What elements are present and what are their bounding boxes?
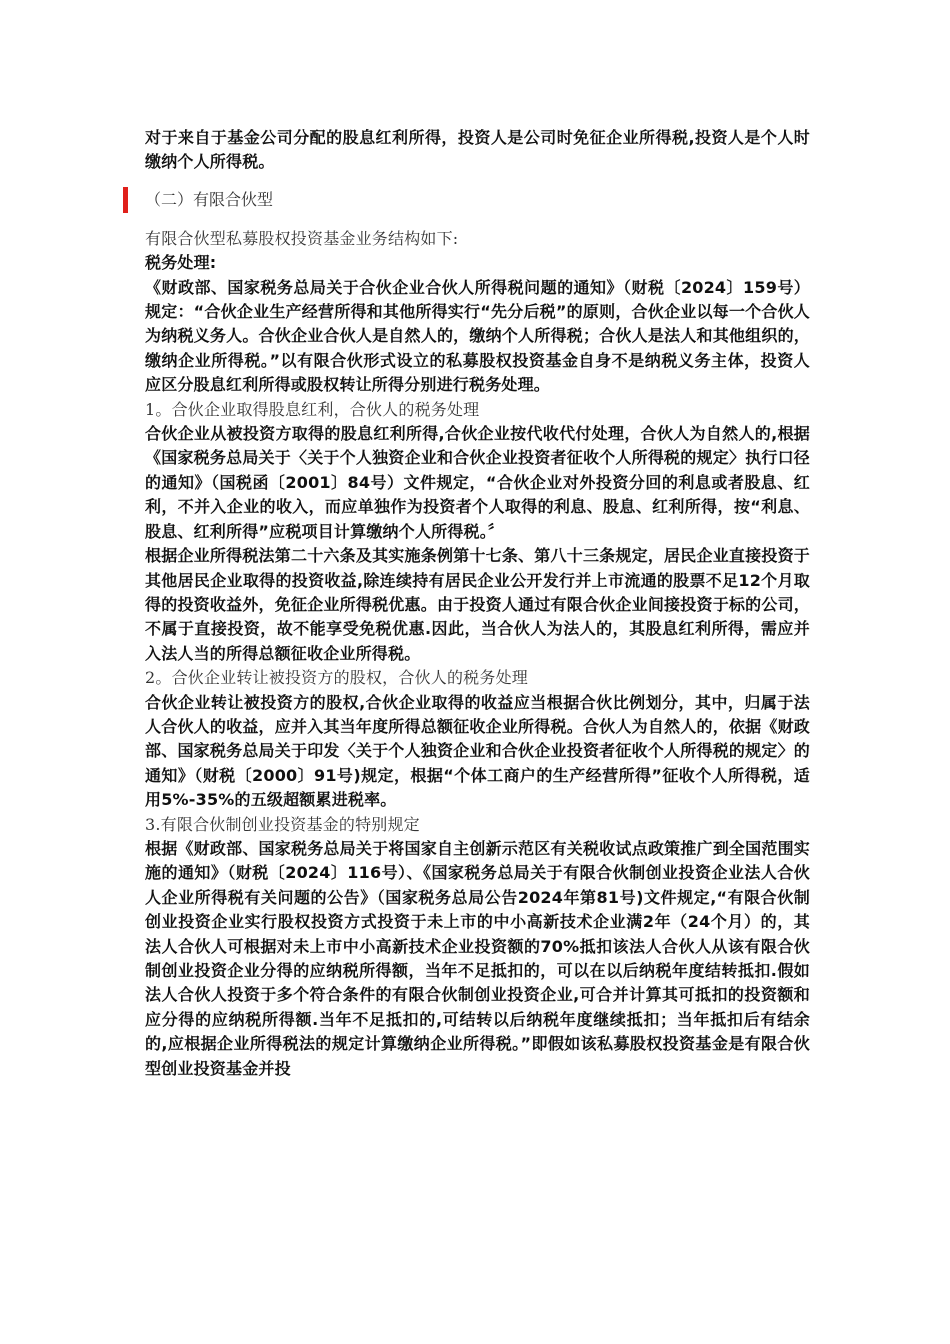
subheading-equity-transfer: 2。合伙企业转让被投资方的股权，合伙人的税务处理	[145, 668, 528, 688]
section-marker-bar	[123, 187, 128, 213]
equity-transfer-paragraph: 合伙企业转让被投资方的股权,合伙企业取得的收益应当根据合伙比例划分，其中，归属于法人合伙人的收益，应并入其当年度所得总额征收企业所得税。合伙人为自然人的，依据《财政部、国家税务总局关于印发〈关于个人独资企业和合伙企业投资者征收个人所得税的规定〉的通知》（财税〔2000〕91号)规定，根据“个体工商户的生产经营所得”征收个人所得税，适用5%-35%的五级超额累进税率。	[145, 692, 810, 810]
section-heading-text: （二）有限合伙型	[145, 189, 274, 209]
venture-fund-paragraph: 根据《财政部、国家税务总局关于将国家自主创新示范区有关税收试点政策推广到全国范围实施的通知》（财税〔2024〕116号）、《国家税务总局关于有限合伙制创业投资企业法人合伙人企业所得税有关问题的公告》（国家税务总局公告2024年第81号)文件规定,“有限合伙制创业投资企业实行股权投资方式投资于未上市的中小高新技术企业满2年（24个月）的，其法人合伙人可根据对未上市中小高新技术企业投资额的70%抵扣该法人合伙人从该有限合伙制创业投资企业分得的应纳税所得额，当年不足抵扣的，可以在以后纳税年度结转抵扣.假如法人合伙人投资于多个符合条件的有限合伙制创业投资企业,可合并计算其可抵扣的投资额和应分得的应纳税所得额.当年不足抵扣的,可结转以后纳税年度继续抵扣；当年抵扣后有结余的,应根据企业所得税法的规定计算缴纳企业所得税。”即假如该私募股权投资基金是有限合伙型创业投资基金并投	[145, 838, 810, 1078]
tax-label: 税务处理:	[145, 253, 217, 273]
structure-line: 有限合伙型私募股权投资基金业务结构如下:	[145, 228, 459, 248]
dividend-paragraph: 合伙企业从被投资方取得的股息红利所得,合伙企业按代收代付处理，合伙人为自然人的,根据《国家税务总局关于〈关于个人独资企业和合伙企业投资者征收个人所得税的规定〉执行口径的通知》（国税函〔2001〕84号）文件规定，“合伙企业对外投资分回的利息或者股息、红利，不并入企业的收入，而应单独作为投资者个人取得的利息、股息、红利所得，按“利息、股息、红利所得”应税项目计算缴纳个人所得税。〞	[145, 424, 810, 541]
section-heading	[145, 189, 810, 211]
document-page	[145, 126, 810, 1081]
intro-paragraph: 对于来自于基金公司分配的股息红利所得，投资人是公司时免征企业所得税,投资人是个人时缴纳个人所得税。	[145, 128, 810, 172]
corporate-tax-paragraph: 根据企业所得税法第二十六条及其实施条例第十七条、第八十三条规定，居民企业直接投资于其他居民企业取得的投资收益,除连续持有居民企业公开发行并上市流通的股票不足12个月取得的投资收益外，免征企业所得税优惠。由于投资人通过有限合伙企业间接投资于标的公司，不属于直接投资，故不能享受免税优惠.因此，当合伙人为法人的，其股息红利所得，需应并入法人当的所得总额征收企业所得税。	[145, 546, 810, 663]
subheading-dividend: 1。合伙企业取得股息红利，合伙人的税务处理	[145, 399, 480, 419]
subheading-venture-fund: 3.有限合伙制创业投资基金的特别规定	[145, 814, 420, 834]
notice-paragraph: 《财政部、国家税务总局关于合伙企业合伙人所得税问题的通知》（财税〔2024〕159号）规定：“合伙企业生产经营所得和其他所得实行“先分后税”的原则，合伙企业以每一个合伙人为纳税义务人。合伙企业合伙人是自然人的，缴纳个人所得税；合伙人是法人和其他组织的，缴纳企业所得税。”以有限合伙形式设立的私募股权投资基金自身不是纳税义务主体，投资人应区分股息红利所得或股权转让所得分别进行税务处理。	[145, 277, 810, 395]
